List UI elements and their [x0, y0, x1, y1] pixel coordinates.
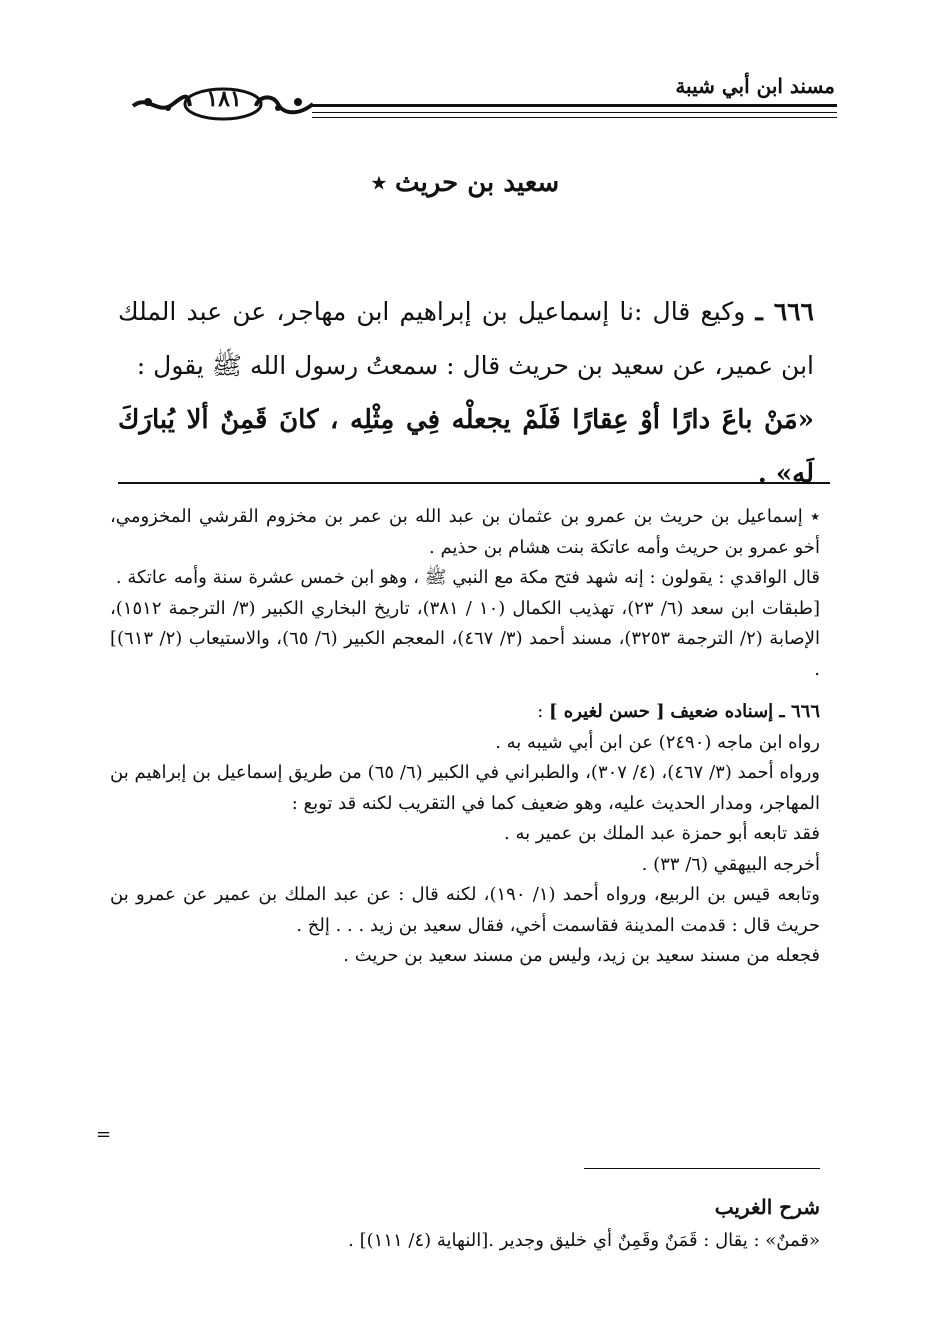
gharib-heading: شرح الغريب [714, 1195, 820, 1219]
gharib-section [110, 1190, 820, 1258]
note-line-2: ورواه أحمد (٣/ ٤٦٧)، (٤/ ٣٠٧)، والطبراني في الكبير (٦/ ٦٥) من طريق إسماعيل بن إبراهيم بن المهاجر، ومدار الحديث عليه، وهو ضعيف كما في التقريب لكنه قد توبع : [110, 762, 820, 814]
chapter-title: سعيد بن حريث ٭ [371, 168, 560, 198]
note-line-4: أخرجه البيهقي (٦/ ٣٣) . [641, 853, 820, 875]
note-biography: ٭ إسماعيل بن حريث بن عمرو بن عثمان بن عبد الله بن عمر بن مخزوم القرشي المخزومي، أخو عمرو بن حريث وأمه عاتكة بنت هشام بن حذيم . [110, 506, 820, 558]
note-line-3: فقد تابعه أبو حمزة عبد الملك بن عمير به . [504, 823, 820, 844]
continuation-mark: = [96, 1124, 112, 1145]
note-waqidi: قال الواقدي : يقولون : إنه شهد فتح مكة مع النبي ﷺ ، وهو ابن خمس عشرة سنة وأمه عاتكة . [115, 567, 820, 588]
note-sources: [طبقات ابن سعد (٦/ ٢٣)، تهذيب الكمال (١٠ / ٣٨١)، تاريخ البخاري الكبير (٣/ الترجمة ١٥١٢)، الإصابة (٢/ الترجمة ٣٢٥٣)، مسند أحمد (٣/ ٤٦٧)، المعجم الكبير (٦/ ٦٥)، والاستيعاب (٢/ ٦١٣)] . [110, 597, 821, 680]
grade-number: ٦٦٦ ـ إسناده ضعيف [670, 701, 820, 722]
hadith-block [118, 285, 814, 501]
footnote-divider [118, 482, 830, 484]
note-line-1: رواه ابن ماجه (٢٤٩٠) عن ابن أبي شيبه به . [495, 731, 820, 753]
gharib-text: «قمنٌ» : يقال : قَمَنٌ وقَمِنٌ أي خليق وجدير .[النهاية (٤/ ١١١)] . [348, 1230, 820, 1251]
note-grade-line [110, 697, 820, 728]
hadith-number: ٦٦٦ ـ [755, 297, 814, 326]
running-title: مسند ابن أبي شيبة [675, 74, 835, 98]
note-line-6: فجعله من مسند سعيد بن زيد، وليس من مسند سعيد بن حريث . [343, 945, 820, 966]
gharib-divider [584, 1168, 820, 1169]
note-line-5: وتابعه قيس بن الربيع، ورواه أحمد (١/ ١٩٠)، لكنه قال : عن عبد الملك بن عمير عن عمرو بن حريث قال : قدمت المدينة فقاسمت أخي، فقال سعيد بن زيد . . . إلخ . [110, 884, 820, 936]
header-rule-thin [312, 117, 837, 118]
hadith-text: «مَنْ باعَ دارًا أوْ عِقارًا فَلَمْ يجعلْه فِي مِثْلِه ، كانَ قَمِنٌ ألا يُبارَكَ لَه» . [118, 405, 814, 489]
page-number: ١٨١ [206, 86, 242, 112]
grade-label: [ حسن لغيره ] [549, 701, 665, 722]
footnotes [110, 502, 820, 972]
hadith-chain: وكيع قال :نا إسماعيل بن إبراهيم ابن مهاجر، عن عبد الملك ابن عمير، عن سعيد بن حريث قال : سمعتُ رسول الله ﷺ يقول : [118, 297, 814, 380]
header-rule [312, 104, 837, 113]
grade-end: : [537, 701, 544, 722]
